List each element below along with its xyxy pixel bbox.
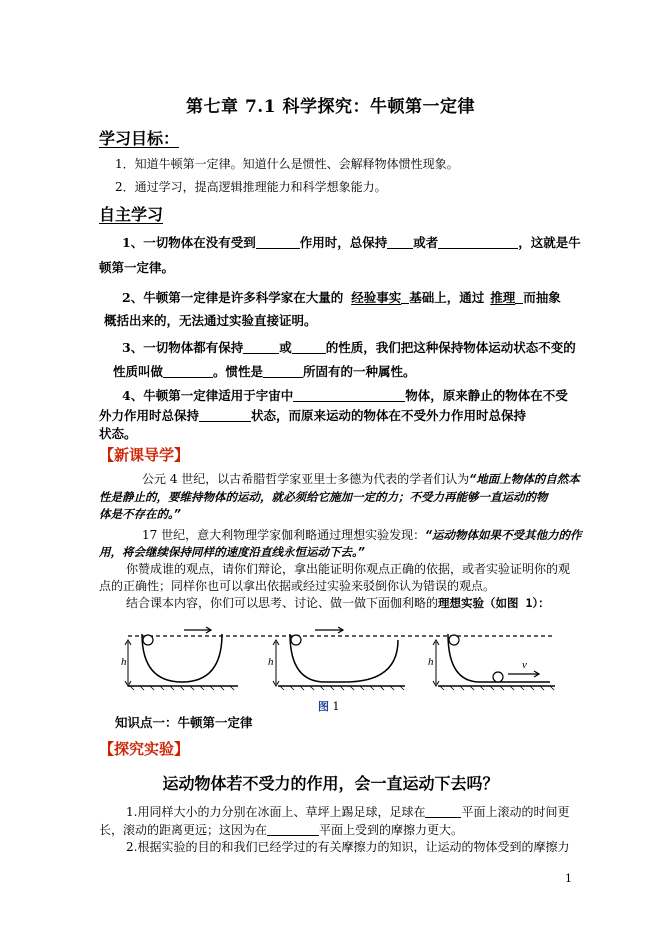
lesson-p1-quote-1: “地面上物体的自然本: [469, 472, 580, 486]
lesson-p4: [126, 594, 550, 611]
self-study-q3-line1: [122, 338, 576, 356]
lesson-p4-text: 结合课本内容，你们可以思考、讨论、做一做下面伽利略的: [126, 596, 439, 610]
lesson-p1-line3: 体是不存在的。”: [99, 507, 181, 521]
ball-icon: [291, 635, 301, 645]
lesson-p4-emph: 理想实验（如图 1）：: [438, 596, 550, 610]
explore-q1-text-b: 平面上滚动的时间更: [461, 805, 570, 819]
q3-text-e: 。惯性是: [213, 364, 264, 379]
lesson-p1-line1: [142, 470, 580, 487]
figure-caption-number: 1: [332, 700, 340, 713]
q2-answer-1: 经验事实: [351, 290, 402, 305]
lesson-p2-line2: 用，将会继续保持同样的速度沿直线永恒运动下去。”: [99, 545, 365, 559]
q1-blank-1: [256, 235, 300, 249]
q3-text-f: 所固有的一种属性。: [303, 364, 416, 379]
q4-text-a: 4、牛顿第一定律适用于宇宙中: [122, 388, 294, 403]
self-study-heading: 自主学习: [99, 205, 164, 224]
explore-q1-line1: [126, 803, 569, 820]
self-study-q4-line2: [99, 406, 526, 424]
q3-text-a: 3、一切物体都有保持: [122, 340, 244, 355]
explore-q1-blank-2: [267, 822, 319, 836]
q4-text-b: 物体，原来静止的物体在不受: [405, 388, 568, 403]
q2-text-a: 2、牛顿第一定律是许多科学家在大量的: [122, 290, 344, 305]
q4-blank-1: [293, 388, 405, 402]
figure-caption: [318, 698, 340, 714]
q1-text-d: ，这就是牛: [518, 235, 581, 250]
q3-blank-3: [163, 364, 213, 378]
galileo-ramp-figure: [120, 620, 560, 692]
q1-text-c: 或者: [413, 235, 439, 250]
figure-caption-label: 图: [318, 700, 329, 713]
lesson-p1-text: 公元 4 世纪，以古希腊哲学家亚里士多德为代表的学者们认为: [142, 472, 470, 486]
explore-q1-blank-1: [425, 804, 461, 818]
q2-text-c: 基础上，通过: [409, 290, 485, 305]
explore-q1-line2: [99, 821, 463, 838]
self-study-q2-line1: [122, 288, 561, 306]
explore-q1-text-a: 1.用同样大小的力分别在冰面上、草坪上踢足球，足球在: [126, 805, 426, 819]
new-lesson-heading: 【新课导学】: [99, 446, 190, 464]
goal-item-1: 1．知道牛顿第一定律。知道什么是惯性、会解释物体惯性现象。: [115, 157, 459, 171]
self-study-q4-line3: 状态。: [99, 426, 137, 441]
height-label: h: [268, 656, 274, 668]
self-study-q1-line2: 顿第一定律。: [99, 260, 175, 275]
explore-q1-text-c: 长，滚动的距离更远；这因为在: [99, 823, 268, 837]
q1-blank-3: [438, 235, 518, 249]
q3-text-b: 或: [279, 340, 292, 355]
q3-text-c: 的性质，我们把这种保持物体运动状态不变的: [325, 340, 576, 355]
self-study-q1-line1: [122, 233, 581, 251]
knowledge-point-1: 知识点一：牛顿第一定律: [115, 715, 253, 730]
page-number: 1: [565, 872, 572, 885]
q3-blank-1: [243, 340, 279, 354]
q3-blank-2: [292, 340, 326, 354]
q1-text-b: 作用时，总保持: [299, 235, 388, 250]
explore-question: 运动物体若不受力的作用，会一直运动下去吗？: [162, 774, 499, 793]
ball-icon: [449, 635, 459, 645]
ramp-3: [428, 634, 555, 690]
lesson-p1-line2: 性是静止的，要维持物体的运动，就必须给它施加一定的力；不受力再能够一直运动的物: [99, 490, 548, 504]
self-study-q2-line2: 概括出来的，无法通过实验直接证明。: [104, 313, 317, 328]
q4-blank-2: [199, 408, 251, 422]
q2-text-e: 而抽象: [523, 290, 561, 305]
self-study-q3-line2: [113, 362, 416, 380]
height-label: h: [121, 656, 127, 668]
lesson-p2-line1: [142, 526, 582, 543]
velocity-label: v: [522, 659, 527, 671]
q4-text-c: 外力作用时总保持: [99, 408, 200, 423]
lesson-p2-quote-1: “运动物体如果不受其他力的作: [425, 528, 582, 542]
q1-blank-2: [387, 235, 413, 249]
explore-heading: 【探究实验】: [99, 740, 190, 758]
ball-icon: [143, 635, 153, 645]
height-label: h: [428, 656, 434, 668]
q3-text-d: 性质叫做: [113, 364, 164, 379]
q3-blank-4: [263, 364, 303, 378]
page-title: 第七章 7.1 科学探究：牛顿第一定律: [186, 97, 475, 117]
ramp-2: [268, 627, 405, 690]
lesson-p2-text: 17 世纪，意大利物理学家伽利略通过理想实验发现：: [142, 528, 426, 542]
self-study-q4-line1: [122, 386, 568, 404]
q1-text-a: 1、一切物体在没有受到: [122, 235, 256, 250]
lesson-p3-line1: 你赞成谁的观点，请你们辩论，拿出能证明你观点正确的依据，或者实验证明你的观: [126, 562, 571, 576]
explore-q1-text-d: 平面上受到的摩擦力更大。: [319, 823, 464, 837]
explore-q2-line1: 2.根据实验的目的和我们已经学过的有关摩擦力的知识，让运动的物体受到的摩擦力: [126, 840, 570, 854]
goals-heading: 学习目标：: [99, 129, 180, 148]
lesson-p3-line2: 点的正确性；同样你也可以拿出依据或经过实验来驳倒你认为错误的观点。: [99, 579, 496, 593]
goal-item-2: 2．通过学习，提高逻辑推理能力和科学想象能力。: [115, 180, 387, 194]
q4-text-d: 状态，而原来运动的物体在不受外力作用时总保持: [251, 408, 527, 423]
q2-answer-2: 推理: [490, 290, 516, 305]
ball-icon: [493, 672, 503, 682]
